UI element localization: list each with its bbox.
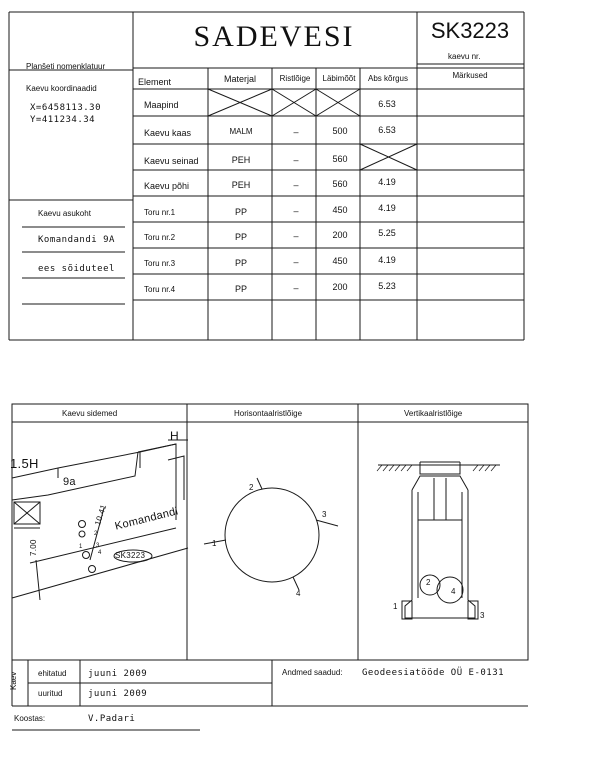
coords-label: Kaevu koordinaadid bbox=[26, 84, 97, 93]
horizontal-label-4: 4 bbox=[296, 589, 301, 598]
row-section: – bbox=[293, 155, 299, 165]
footer-surveyed-label: uuritud bbox=[38, 689, 63, 698]
row-height: 5.23 bbox=[378, 281, 396, 291]
panel-title-horizontal: Horisontaalristlõige bbox=[234, 409, 303, 418]
row-material: PP bbox=[234, 258, 247, 268]
row-element: Toru nr.4 bbox=[144, 285, 176, 294]
map-distance-1: 10.41 bbox=[93, 503, 109, 527]
footer-surveyed-value: juuni 2009 bbox=[88, 689, 148, 699]
horizontal-label-3: 3 bbox=[322, 510, 327, 519]
row-section: – bbox=[293, 257, 299, 267]
row-height: 5.25 bbox=[378, 228, 396, 238]
horizontal-label-2: 2 bbox=[249, 483, 254, 492]
row-diameter: 560 bbox=[332, 154, 348, 164]
row-element: Kaevu kaas bbox=[144, 128, 192, 138]
row-element: Kaevu põhi bbox=[144, 181, 190, 191]
col-header-notes: Märkused bbox=[452, 71, 488, 80]
row-section: – bbox=[293, 127, 299, 137]
vertical-label-2: 2 bbox=[426, 578, 431, 587]
map-building-label-2: H bbox=[170, 429, 179, 443]
footer-author-value: V.Padari bbox=[88, 714, 136, 724]
row-diameter: 200 bbox=[332, 230, 348, 240]
row-diameter: 450 bbox=[332, 256, 348, 266]
row-diameter: 500 bbox=[332, 126, 348, 136]
row-diameter: 200 bbox=[332, 282, 348, 292]
footer-built-label: ehitatud bbox=[38, 669, 67, 678]
row-height: 4.19 bbox=[378, 177, 396, 187]
nomenclature-label: Planšeti nomenklatuur bbox=[26, 62, 106, 71]
row-material: PEH bbox=[231, 155, 251, 165]
map-distance-2: 7.00 bbox=[29, 539, 38, 556]
location-address: Komandandi 9A bbox=[38, 235, 115, 245]
location-note: ees sõiduteel bbox=[38, 264, 115, 274]
map-well-label: SK3223 bbox=[115, 551, 146, 560]
footer-source-value: Geodeesiatööde OÜ E-0131 bbox=[362, 668, 505, 678]
row-section: – bbox=[293, 231, 299, 241]
row-material: MALM bbox=[229, 127, 253, 136]
row-section: – bbox=[293, 180, 299, 190]
map-street-name: Komandandi bbox=[113, 505, 180, 533]
footer-author-label: Koostas: bbox=[14, 714, 46, 723]
col-header-element: Element bbox=[138, 77, 172, 87]
col-header-height: Abs kõrgus bbox=[367, 74, 409, 83]
row-material: PEH bbox=[231, 180, 251, 190]
row-section: – bbox=[293, 206, 299, 216]
row-element: Kaevu seinad bbox=[144, 156, 199, 166]
row-height: 4.19 bbox=[378, 255, 396, 265]
footer-source-label: Andmed saadud: bbox=[282, 668, 343, 677]
vertical-label-4: 4 bbox=[451, 587, 456, 596]
horizontal-label-1: 1 bbox=[212, 539, 217, 548]
map-house-number: 9a bbox=[63, 476, 76, 488]
row-element: Toru nr.1 bbox=[144, 208, 176, 217]
row-element: Toru nr.2 bbox=[144, 233, 176, 242]
col-header-section: Ristlõige bbox=[279, 74, 311, 83]
panel-title-vertical: Vertikaalristlõige bbox=[404, 409, 463, 418]
map-pipe-label-2: 2 bbox=[94, 531, 98, 537]
map-building-label: 1.5H bbox=[10, 456, 39, 471]
row-diameter: 560 bbox=[332, 179, 348, 189]
well-code: SK3223 bbox=[430, 18, 510, 43]
row-section: – bbox=[293, 283, 299, 293]
vertical-label-3: 3 bbox=[480, 611, 485, 620]
row-material: PP bbox=[234, 207, 247, 217]
coord-y: Y=411234.34 bbox=[30, 115, 96, 125]
map-pipe-label-4: 4 bbox=[98, 550, 102, 556]
row-element: Maapind bbox=[144, 100, 179, 110]
header-title: SADEVESI bbox=[193, 20, 355, 53]
coord-x: X=6458113.30 bbox=[30, 103, 102, 113]
row-element: Toru nr.3 bbox=[144, 259, 176, 268]
map-pipe-label-3: 3 bbox=[96, 543, 100, 549]
well-code-label: kaevu nr. bbox=[448, 52, 481, 61]
row-material: PP bbox=[234, 232, 247, 242]
panel-title-links: Kaevu sidemed bbox=[62, 409, 118, 418]
footer-built-value: juuni 2009 bbox=[88, 669, 148, 679]
row-height: 6.53 bbox=[378, 99, 396, 109]
vertical-label-1: 1 bbox=[393, 602, 398, 611]
footer-kaev-label: Kaev bbox=[9, 671, 18, 690]
location-label: Kaevu asukoht bbox=[38, 209, 91, 218]
col-header-material: Materjal bbox=[223, 74, 256, 84]
map-pipe-label-1: 1 bbox=[79, 544, 83, 550]
row-height: 4.19 bbox=[378, 203, 396, 213]
row-height: 6.53 bbox=[378, 125, 396, 135]
row-diameter: 450 bbox=[332, 205, 348, 215]
col-header-diameter: Läbimõõt bbox=[322, 74, 356, 83]
row-material: PP bbox=[234, 284, 247, 294]
